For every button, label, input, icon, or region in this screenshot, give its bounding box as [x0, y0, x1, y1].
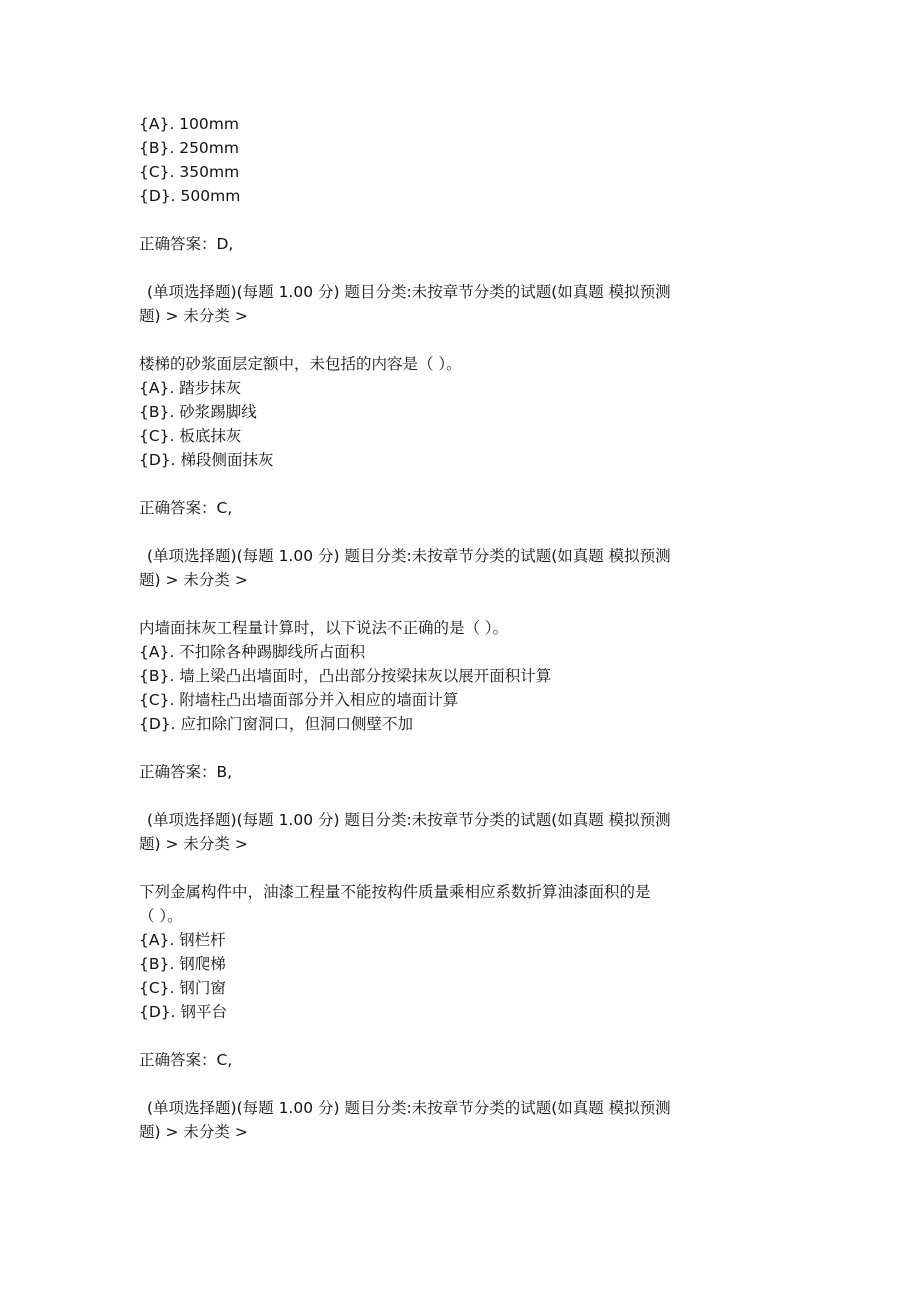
q2-stem: 楼梯的砂浆面层定额中，未包括的内容是（ ）。 — [139, 355, 462, 373]
q4-stem-line1: 下列金属构件中，油漆工程量不能按构件质量乘相应系数折算油漆面积的是 — [139, 883, 651, 901]
q3-option-d: {D}. 应扣除门窗洞口，但洞口侧壁不加 — [139, 715, 414, 733]
q2-meta — [139, 280, 789, 328]
q2-option-a: {A}. 踏步抹灰 — [139, 379, 242, 397]
q5-meta-line1: (单项选择题)(每题 1.00 分) 题目分类:未按章节分类的试题(如真题 模拟预测 — [147, 1099, 671, 1117]
q5-meta — [139, 1096, 789, 1144]
q3-option-c: {C}. 附墙柱凸出墙面部分并入相应的墙面计算 — [139, 691, 459, 709]
q4-option-a: {A}. 钢栏杆 — [139, 931, 226, 949]
q2-meta-line2: 题) > 未分类 > — [139, 307, 248, 325]
q4-stem-line2: （ ）。 — [139, 907, 183, 925]
q2-meta-line1: (单项选择题)(每题 1.00 分) 题目分类:未按章节分类的试题(如真题 模拟预测 — [147, 283, 671, 301]
q1-option-c: {C}. 350mm — [139, 163, 240, 181]
q4-meta — [139, 808, 789, 856]
q4-option-c: {C}. 钢门窗 — [139, 979, 226, 997]
q2-option-d: {D}. 梯段侧面抹灰 — [139, 451, 274, 469]
q4-option-d: {D}. 钢平台 — [139, 1003, 228, 1021]
q4-meta-line2: 题) > 未分类 > — [139, 835, 248, 853]
q4-options — [139, 928, 789, 1024]
q4-option-b: {B}. 钢爬梯 — [139, 955, 226, 973]
q2-answer: 正确答案：C, — [139, 499, 233, 517]
q4-meta-line1: (单项选择题)(每题 1.00 分) 题目分类:未按章节分类的试题(如真题 模拟预测 — [147, 811, 671, 829]
q1-option-a: {A}. 100mm — [139, 115, 239, 133]
q4-answer: 正确答案：C, — [139, 1051, 233, 1069]
q2-options — [139, 376, 789, 472]
q5-meta-line2: 题) > 未分类 > — [139, 1123, 248, 1141]
q1-option-b: {B}. 250mm — [139, 139, 239, 157]
q2-option-b: {B}. 砂浆踢脚线 — [139, 403, 257, 421]
q3-stem: 内墙面抹灰工程量计算时，以下说法不正确的是（ ）。 — [139, 619, 509, 637]
q3-option-a: {A}. 不扣除各种踢脚线所占面积 — [139, 643, 366, 661]
q1-options — [139, 112, 789, 208]
q3-options — [139, 640, 789, 736]
q1-option-d: {D}. 500mm — [139, 187, 241, 205]
q3-option-b: {B}. 墙上梁凸出墙面时，凸出部分按梁抹灰以展开面积计算 — [139, 667, 552, 685]
q3-meta-line1: (单项选择题)(每题 1.00 分) 题目分类:未按章节分类的试题(如真题 模拟预测 — [147, 547, 671, 565]
document-page — [139, 112, 789, 1144]
q3-meta-line2: 题) > 未分类 > — [139, 571, 248, 589]
q1-answer: 正确答案：D, — [139, 235, 234, 253]
q2-option-c: {C}. 板底抹灰 — [139, 427, 242, 445]
q3-meta — [139, 544, 789, 592]
q3-answer: 正确答案：B, — [139, 763, 233, 781]
